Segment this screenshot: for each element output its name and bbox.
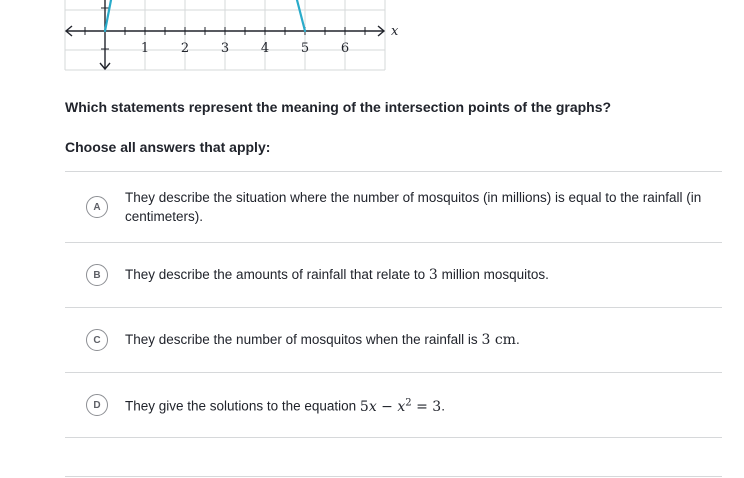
x-tick-label: 3 <box>220 41 230 56</box>
choice-b[interactable] <box>65 243 722 308</box>
choice-c-text <box>125 330 710 350</box>
x-tick-labels <box>141 41 349 56</box>
graph <box>60 0 410 75</box>
choice-d-math <box>360 399 441 415</box>
choice-b-math: 3 <box>428 267 438 283</box>
choice-d-math-var2: x <box>397 398 406 415</box>
choice-c[interactable] <box>65 308 722 373</box>
choice-b-letter: B <box>86 264 108 286</box>
graph-lines <box>105 0 305 31</box>
choice-c-text-after: . <box>515 332 520 347</box>
x-tick-label: 1 <box>140 41 150 56</box>
choice-a[interactable] <box>65 172 722 243</box>
answer-choices <box>65 171 722 438</box>
choice-b-text-before: They describe the amounts of rainfall that relate to <box>125 267 429 282</box>
choice-d-text <box>125 393 710 417</box>
question-instructions: Choose all answers that apply: <box>65 139 271 155</box>
choice-d-letter: D <box>86 394 108 416</box>
choice-b-text-after: million mosquitos. <box>437 267 549 282</box>
choice-d[interactable] <box>65 373 722 438</box>
choice-d-math-exp: 2 <box>405 397 412 409</box>
choice-a-letter: A <box>86 196 108 218</box>
x-tick-label: 5 <box>300 41 310 56</box>
choice-d-text-before: They give the solutions to the equation <box>125 398 360 414</box>
choice-d-math-minus: − <box>376 398 398 415</box>
x-axis-label: x <box>391 24 399 39</box>
choice-d-text-after: . <box>441 398 445 414</box>
x-tick-label: 2 <box>180 41 190 56</box>
choice-c-math: 3 <box>481 332 491 348</box>
choice-d-math-coef: 5 <box>359 398 369 415</box>
choice-b-text <box>125 265 710 285</box>
question-prompt: Which statements represent the meaning of the intersection points of the graphs? <box>65 99 612 115</box>
choice-d-math-var: x <box>368 398 377 415</box>
choice-c-math-unit: cm <box>494 332 516 348</box>
choice-a-text: They describe the situation where the number of mosquitos (in millions) is equal to the rainfall (in centimeters). <box>125 190 702 224</box>
x-tick-label: 6 <box>340 41 350 56</box>
choice-c-text-before: They describe the number of mosquitos when the rainfall is <box>125 332 482 347</box>
choice-c-letter: C <box>86 329 108 351</box>
bottom-divider <box>65 476 722 477</box>
choice-d-math-eq: = 3 <box>411 398 442 415</box>
x-tick-label: 4 <box>260 41 270 56</box>
